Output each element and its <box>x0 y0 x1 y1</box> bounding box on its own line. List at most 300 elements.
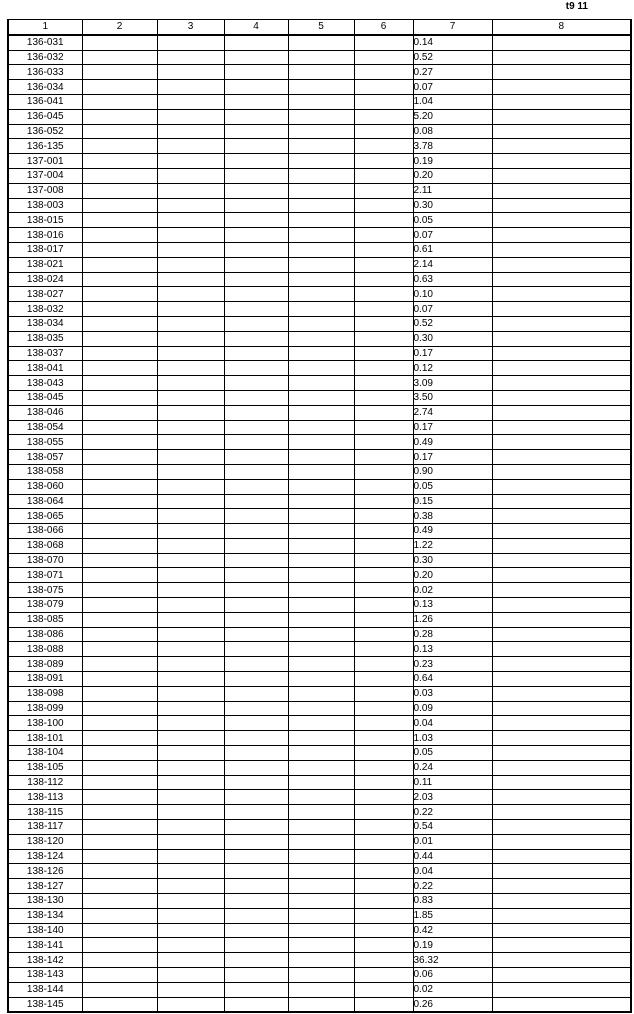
row-code: 138-016 <box>8 228 82 243</box>
empty-cell <box>224 450 288 465</box>
table-row <box>8 94 631 109</box>
empty-cell <box>492 435 631 450</box>
empty-cell <box>288 553 354 568</box>
empty-cell <box>157 346 224 361</box>
table-row <box>8 820 631 835</box>
table-row <box>8 968 631 983</box>
empty-cell <box>157 716 224 731</box>
table-row <box>8 908 631 923</box>
empty-cell <box>492 257 631 272</box>
empty-cell <box>82 139 157 154</box>
empty-cell <box>82 450 157 465</box>
empty-cell <box>157 139 224 154</box>
empty-cell <box>354 923 413 938</box>
empty-cell <box>82 923 157 938</box>
row-code: 138-099 <box>8 701 82 716</box>
empty-cell <box>82 405 157 420</box>
row-code: 136-031 <box>8 35 82 50</box>
table-row <box>8 124 631 139</box>
empty-cell <box>157 390 224 405</box>
row-code: 136-052 <box>8 124 82 139</box>
empty-cell <box>288 746 354 761</box>
empty-cell <box>82 257 157 272</box>
row-code: 138-144 <box>8 982 82 997</box>
row-code: 138-043 <box>8 376 82 391</box>
empty-cell <box>157 509 224 524</box>
empty-cell <box>224 228 288 243</box>
table-row <box>8 760 631 775</box>
row-code: 138-141 <box>8 938 82 953</box>
empty-cell <box>354 346 413 361</box>
empty-cell <box>492 672 631 687</box>
empty-cell <box>492 361 631 376</box>
empty-cell <box>492 509 631 524</box>
empty-cell <box>354 65 413 80</box>
empty-cell <box>354 598 413 613</box>
table-row <box>8 849 631 864</box>
empty-cell <box>492 805 631 820</box>
empty-cell <box>224 316 288 331</box>
empty-cell <box>288 775 354 790</box>
empty-cell <box>157 50 224 65</box>
table-row <box>8 716 631 731</box>
row-value: 0.19 <box>413 154 492 169</box>
empty-cell <box>224 538 288 553</box>
empty-cell <box>492 820 631 835</box>
row-code: 138-089 <box>8 657 82 672</box>
empty-cell <box>492 80 631 95</box>
table-row <box>8 450 631 465</box>
empty-cell <box>492 316 631 331</box>
empty-cell <box>224 982 288 997</box>
empty-cell <box>492 405 631 420</box>
empty-cell <box>288 923 354 938</box>
row-code: 138-085 <box>8 612 82 627</box>
empty-cell <box>82 583 157 598</box>
empty-cell <box>157 598 224 613</box>
empty-cell <box>224 716 288 731</box>
empty-cell <box>157 35 224 50</box>
row-code: 138-070 <box>8 553 82 568</box>
row-code: 136-032 <box>8 50 82 65</box>
empty-cell <box>288 168 354 183</box>
table-row <box>8 287 631 302</box>
empty-cell <box>82 346 157 361</box>
empty-cell <box>288 361 354 376</box>
empty-cell <box>492 923 631 938</box>
empty-cell <box>224 272 288 287</box>
row-code: 138-143 <box>8 968 82 983</box>
empty-cell <box>492 331 631 346</box>
empty-cell <box>354 109 413 124</box>
empty-cell <box>492 982 631 997</box>
row-code: 138-066 <box>8 524 82 539</box>
row-code: 137-008 <box>8 183 82 198</box>
empty-cell <box>492 968 631 983</box>
empty-cell <box>224 50 288 65</box>
empty-cell <box>157 242 224 257</box>
empty-cell <box>157 272 224 287</box>
row-value: 1.22 <box>413 538 492 553</box>
column-header-7: 7 <box>413 20 492 35</box>
empty-cell <box>354 716 413 731</box>
column-header-5: 5 <box>288 20 354 35</box>
empty-cell <box>492 242 631 257</box>
empty-cell <box>224 35 288 50</box>
empty-cell <box>82 524 157 539</box>
row-value: 0.52 <box>413 50 492 65</box>
empty-cell <box>288 953 354 968</box>
empty-cell <box>224 168 288 183</box>
row-code: 138-126 <box>8 864 82 879</box>
row-value: 0.19 <box>413 938 492 953</box>
empty-cell <box>157 154 224 169</box>
row-code: 138-035 <box>8 331 82 346</box>
empty-cell <box>492 109 631 124</box>
empty-cell <box>288 405 354 420</box>
empty-cell <box>354 583 413 598</box>
empty-cell <box>224 479 288 494</box>
table-row <box>8 923 631 938</box>
empty-cell <box>288 716 354 731</box>
row-code: 138-088 <box>8 642 82 657</box>
empty-cell <box>157 124 224 139</box>
table-row <box>8 775 631 790</box>
empty-cell <box>492 879 631 894</box>
row-value: 0.30 <box>413 331 492 346</box>
empty-cell <box>157 642 224 657</box>
row-value: 3.78 <box>413 139 492 154</box>
row-code: 138-112 <box>8 775 82 790</box>
empty-cell <box>82 464 157 479</box>
table-row <box>8 627 631 642</box>
empty-cell <box>224 672 288 687</box>
empty-cell <box>492 849 631 864</box>
table-row <box>8 302 631 317</box>
empty-cell <box>354 746 413 761</box>
empty-cell <box>354 790 413 805</box>
empty-cell <box>157 731 224 746</box>
table-row <box>8 376 631 391</box>
row-value: 3.09 <box>413 376 492 391</box>
empty-cell <box>354 124 413 139</box>
empty-cell <box>288 894 354 909</box>
row-code: 138-017 <box>8 242 82 257</box>
empty-cell <box>82 997 157 1012</box>
row-code: 136-033 <box>8 65 82 80</box>
table-row <box>8 524 631 539</box>
empty-cell <box>224 686 288 701</box>
empty-cell <box>354 213 413 228</box>
row-code: 138-075 <box>8 583 82 598</box>
empty-cell <box>288 35 354 50</box>
empty-cell <box>288 272 354 287</box>
table-row <box>8 834 631 849</box>
empty-cell <box>492 94 631 109</box>
empty-cell <box>157 450 224 465</box>
row-code: 136-045 <box>8 109 82 124</box>
row-value: 0.64 <box>413 672 492 687</box>
empty-cell <box>492 908 631 923</box>
row-code: 138-127 <box>8 879 82 894</box>
empty-cell <box>224 346 288 361</box>
empty-cell <box>288 908 354 923</box>
empty-cell <box>82 805 157 820</box>
row-value: 0.38 <box>413 509 492 524</box>
empty-cell <box>82 420 157 435</box>
row-value: 0.49 <box>413 435 492 450</box>
empty-cell <box>224 331 288 346</box>
empty-cell <box>224 420 288 435</box>
empty-cell <box>82 479 157 494</box>
empty-cell <box>288 834 354 849</box>
empty-cell <box>492 627 631 642</box>
empty-cell <box>82 553 157 568</box>
table-row <box>8 139 631 154</box>
empty-cell <box>492 346 631 361</box>
empty-cell <box>492 642 631 657</box>
empty-cell <box>354 228 413 243</box>
row-code: 138-145 <box>8 997 82 1012</box>
empty-cell <box>492 213 631 228</box>
row-value: 0.17 <box>413 346 492 361</box>
empty-cell <box>492 494 631 509</box>
empty-cell <box>157 568 224 583</box>
empty-cell <box>492 139 631 154</box>
empty-cell <box>82 790 157 805</box>
table-row <box>8 805 631 820</box>
empty-cell <box>157 65 224 80</box>
empty-cell <box>224 242 288 257</box>
table-row <box>8 894 631 909</box>
empty-cell <box>224 879 288 894</box>
empty-cell <box>157 775 224 790</box>
row-value: 3.50 <box>413 390 492 405</box>
row-value: 0.52 <box>413 316 492 331</box>
empty-cell <box>224 820 288 835</box>
column-header-2: 2 <box>82 20 157 35</box>
empty-cell <box>157 938 224 953</box>
empty-cell <box>492 302 631 317</box>
empty-cell <box>492 420 631 435</box>
row-value: 0.20 <box>413 168 492 183</box>
row-code: 138-057 <box>8 450 82 465</box>
row-value: 0.13 <box>413 598 492 613</box>
table-row <box>8 642 631 657</box>
empty-cell <box>157 213 224 228</box>
empty-cell <box>288 287 354 302</box>
row-code: 138-065 <box>8 509 82 524</box>
empty-cell <box>492 657 631 672</box>
empty-cell <box>157 583 224 598</box>
row-value: 0.07 <box>413 302 492 317</box>
empty-cell <box>492 524 631 539</box>
empty-cell <box>288 316 354 331</box>
empty-cell <box>224 287 288 302</box>
empty-cell <box>492 790 631 805</box>
empty-cell <box>82 953 157 968</box>
row-value: 0.22 <box>413 805 492 820</box>
empty-cell <box>354 538 413 553</box>
table-row <box>8 183 631 198</box>
empty-cell <box>157 612 224 627</box>
row-code: 138-060 <box>8 479 82 494</box>
row-code: 138-054 <box>8 420 82 435</box>
empty-cell <box>354 405 413 420</box>
empty-cell <box>157 672 224 687</box>
empty-cell <box>224 627 288 642</box>
empty-cell <box>157 746 224 761</box>
empty-cell <box>354 287 413 302</box>
empty-cell <box>82 228 157 243</box>
empty-cell <box>288 864 354 879</box>
table-row <box>8 864 631 879</box>
row-code: 138-105 <box>8 760 82 775</box>
empty-cell <box>224 864 288 879</box>
empty-cell <box>224 598 288 613</box>
page-reference: t9 11 <box>565 1 588 12</box>
empty-cell <box>224 997 288 1012</box>
row-value: 0.42 <box>413 923 492 938</box>
empty-cell <box>157 982 224 997</box>
row-value: 1.03 <box>413 731 492 746</box>
empty-cell <box>157 627 224 642</box>
empty-cell <box>288 849 354 864</box>
empty-cell <box>288 805 354 820</box>
empty-cell <box>492 538 631 553</box>
row-value: 2.14 <box>413 257 492 272</box>
empty-cell <box>82 287 157 302</box>
empty-cell <box>288 257 354 272</box>
empty-cell <box>82 390 157 405</box>
table-row <box>8 272 631 287</box>
empty-cell <box>288 65 354 80</box>
row-value: 0.44 <box>413 849 492 864</box>
empty-cell <box>82 968 157 983</box>
empty-cell <box>354 509 413 524</box>
empty-cell <box>492 35 631 50</box>
empty-cell <box>157 316 224 331</box>
table-row <box>8 464 631 479</box>
table-row <box>8 612 631 627</box>
row-value: 0.54 <box>413 820 492 835</box>
row-value: 0.15 <box>413 494 492 509</box>
row-value: 36.32 <box>413 953 492 968</box>
empty-cell <box>288 997 354 1012</box>
empty-cell <box>354 672 413 687</box>
empty-cell <box>354 820 413 835</box>
empty-cell <box>354 316 413 331</box>
empty-cell <box>224 760 288 775</box>
empty-cell <box>82 642 157 657</box>
table-row <box>8 257 631 272</box>
empty-cell <box>288 242 354 257</box>
empty-cell <box>288 420 354 435</box>
empty-cell <box>157 198 224 213</box>
empty-cell <box>354 553 413 568</box>
empty-cell <box>157 553 224 568</box>
empty-cell <box>354 80 413 95</box>
empty-cell <box>288 228 354 243</box>
row-code: 138-027 <box>8 287 82 302</box>
row-code: 138-086 <box>8 627 82 642</box>
empty-cell <box>82 598 157 613</box>
empty-cell <box>157 879 224 894</box>
empty-cell <box>157 834 224 849</box>
table-header <box>8 20 631 35</box>
empty-cell <box>288 213 354 228</box>
empty-cell <box>157 538 224 553</box>
empty-cell <box>288 80 354 95</box>
empty-cell <box>492 775 631 790</box>
empty-cell <box>354 479 413 494</box>
empty-cell <box>354 864 413 879</box>
empty-cell <box>224 390 288 405</box>
row-code: 138-140 <box>8 923 82 938</box>
table-row <box>8 50 631 65</box>
empty-cell <box>354 642 413 657</box>
empty-cell <box>157 894 224 909</box>
row-code: 138-098 <box>8 686 82 701</box>
empty-cell <box>224 109 288 124</box>
empty-cell <box>157 760 224 775</box>
empty-cell <box>157 168 224 183</box>
empty-cell <box>224 849 288 864</box>
empty-cell <box>224 775 288 790</box>
empty-cell <box>354 894 413 909</box>
row-code: 138-117 <box>8 820 82 835</box>
table-row <box>8 361 631 376</box>
empty-cell <box>224 435 288 450</box>
empty-cell <box>224 938 288 953</box>
row-code: 138-064 <box>8 494 82 509</box>
empty-cell <box>157 302 224 317</box>
empty-cell <box>354 731 413 746</box>
empty-cell <box>492 553 631 568</box>
table-row <box>8 672 631 687</box>
empty-cell <box>224 612 288 627</box>
row-code: 138-071 <box>8 568 82 583</box>
table-row <box>8 420 631 435</box>
row-code: 138-091 <box>8 672 82 687</box>
table-row <box>8 583 631 598</box>
empty-cell <box>354 35 413 50</box>
empty-cell <box>288 538 354 553</box>
empty-cell <box>288 464 354 479</box>
empty-cell <box>354 420 413 435</box>
table-row <box>8 879 631 894</box>
empty-cell <box>82 361 157 376</box>
empty-cell <box>288 598 354 613</box>
empty-cell <box>354 50 413 65</box>
empty-cell <box>288 627 354 642</box>
empty-cell <box>82 701 157 716</box>
empty-cell <box>288 672 354 687</box>
empty-cell <box>82 198 157 213</box>
empty-cell <box>288 612 354 627</box>
empty-cell <box>354 908 413 923</box>
row-code: 138-068 <box>8 538 82 553</box>
empty-cell <box>224 361 288 376</box>
table-row <box>8 790 631 805</box>
empty-cell <box>354 982 413 997</box>
row-code: 138-055 <box>8 435 82 450</box>
empty-cell <box>492 390 631 405</box>
table-row <box>8 80 631 95</box>
row-code: 138-142 <box>8 953 82 968</box>
row-value: 0.23 <box>413 657 492 672</box>
empty-cell <box>224 968 288 983</box>
